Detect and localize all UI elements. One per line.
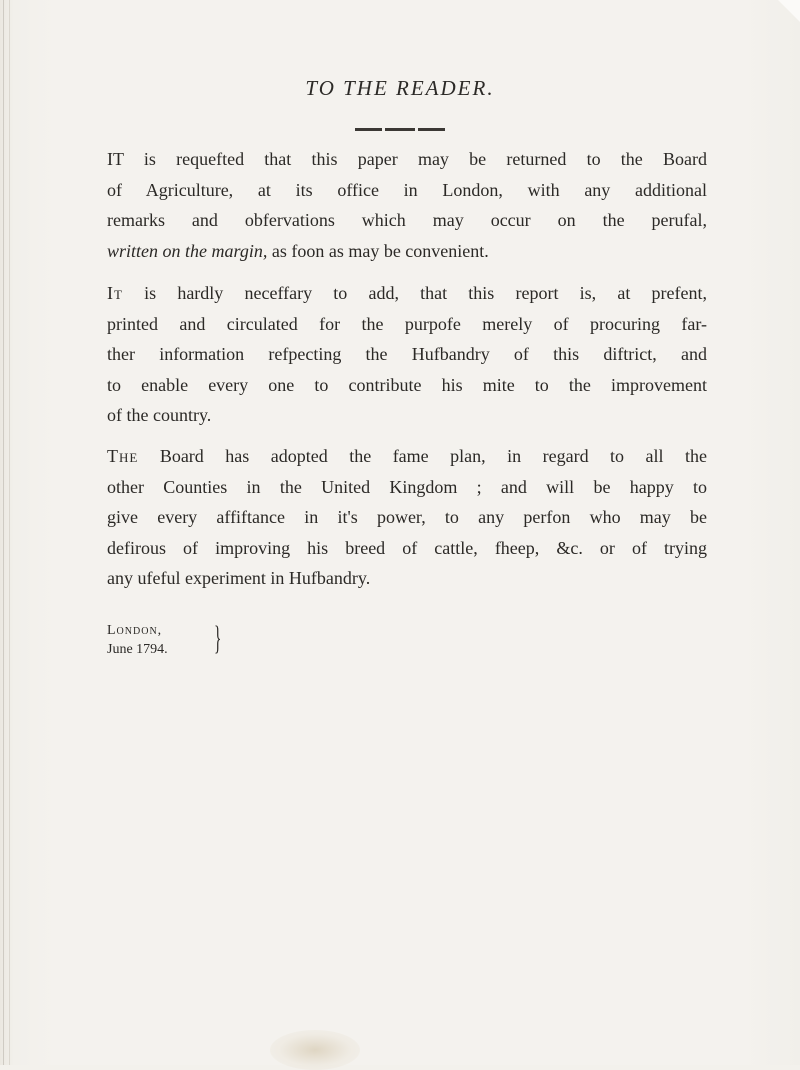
brace-symbol: }	[214, 620, 222, 657]
binding-edge-line	[3, 0, 4, 1065]
signoff-date: June 1794.	[107, 642, 168, 657]
paragraph-request	[107, 144, 707, 266]
text-line: defirous of improving his breed of cattle, fheep, &c. or of trying	[107, 537, 707, 558]
text-line: to enable every one to contribute his mite to the improvement	[107, 374, 707, 395]
text-line: give every affiftance in it's power, to any perfon who may be	[107, 507, 707, 527]
paragraph-report-purpose	[107, 278, 707, 431]
text-line: of Agriculture, at its office in London, with any additional	[107, 179, 707, 200]
paper-stain	[270, 1030, 360, 1070]
text-line: printed and circulated for the purpofe merely of procuring far-	[107, 313, 707, 334]
text-line: of the country.	[107, 405, 212, 425]
lead-word: The	[107, 446, 139, 466]
text-line: other Counties in the United Kingdom ; and will be happy to	[107, 476, 707, 497]
signoff	[107, 621, 168, 659]
text-line: any ufeful experiment in Hufbandry.	[107, 568, 371, 588]
text-line: ther information refpecting the Hufbandry of this diftrict, and	[107, 344, 707, 364]
page-heading: TO THE READER.	[305, 76, 495, 100]
text-line: written on the margin, as foon as may be convenient.	[107, 240, 489, 261]
ornamental-rule-segment	[418, 128, 445, 131]
lead-word: It	[107, 283, 123, 303]
ornamental-rule-segment	[355, 128, 382, 131]
text-line: It is hardly neceffary to add, that this report is, at prefent,	[107, 283, 707, 303]
ornamental-rule-segment	[385, 128, 415, 131]
text-line: remarks and obfervations which may occur on the perufal,	[107, 210, 707, 230]
text-line: The Board has adopted the fame plan, in regard to all the	[107, 446, 707, 466]
signoff-place: London,	[107, 623, 163, 638]
page-corner-fold	[778, 0, 800, 22]
binding-edge-line	[9, 0, 10, 1065]
text-line: IT is requefted that this paper may be returned to the Board	[107, 149, 707, 169]
paragraph-board-plan	[107, 441, 707, 594]
italic-phrase: written on the margin,	[107, 240, 268, 261]
